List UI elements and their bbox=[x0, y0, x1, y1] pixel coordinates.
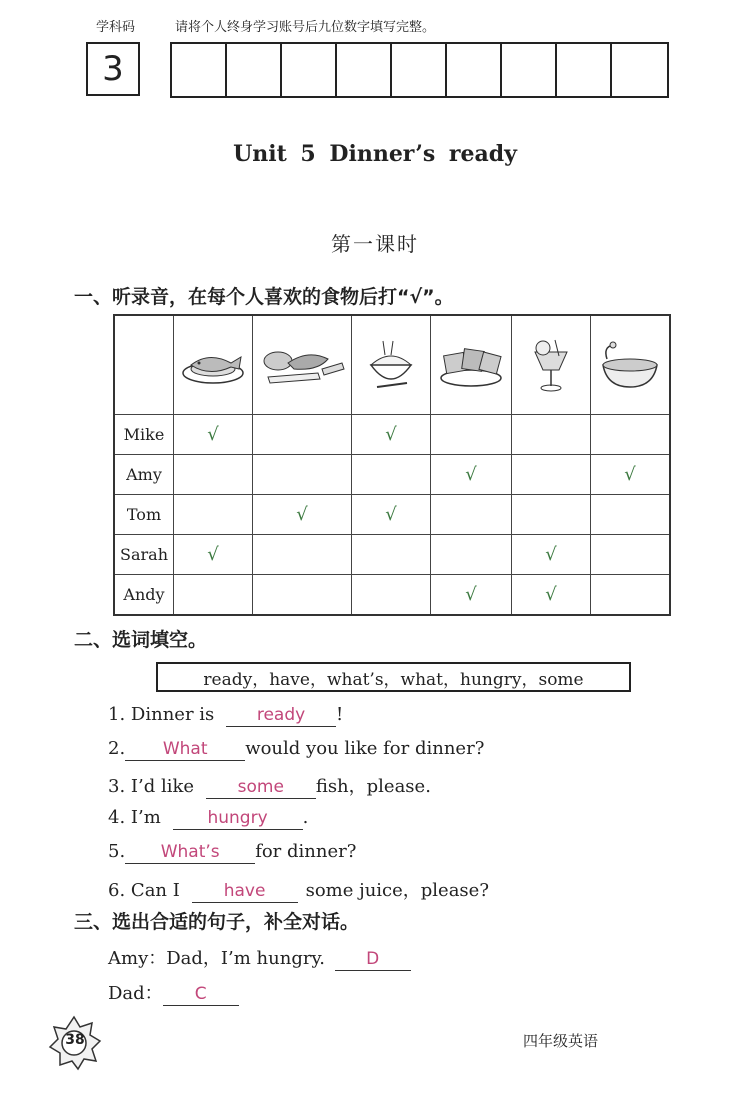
item-text-after: would you like for dinner? bbox=[245, 738, 485, 759]
tick-cell[interactable] bbox=[591, 535, 671, 575]
item-text-before: I’m bbox=[130, 807, 161, 828]
answer-blank[interactable]: some bbox=[206, 776, 316, 799]
item-text-after: some juice，please? bbox=[305, 880, 489, 901]
tick-cell[interactable] bbox=[352, 495, 431, 535]
tick-cell[interactable] bbox=[174, 535, 253, 575]
item-number: 5. bbox=[108, 841, 126, 862]
digit-box[interactable] bbox=[502, 44, 557, 96]
tick-cell[interactable] bbox=[591, 575, 671, 616]
soup-icon bbox=[597, 339, 663, 391]
vegetables-icon bbox=[258, 343, 346, 387]
tick-cell[interactable] bbox=[174, 495, 253, 535]
tick-cell[interactable] bbox=[352, 415, 431, 455]
item-number: 4. bbox=[108, 807, 126, 828]
tick-cell[interactable] bbox=[431, 535, 512, 575]
answer-blank[interactable]: D bbox=[335, 948, 411, 971]
lesson-title: 第一课时 bbox=[331, 232, 419, 256]
section-1-title: 一、听录音，在每个人喜欢的食物后打“√”。 bbox=[74, 286, 454, 308]
food-bread bbox=[431, 315, 512, 415]
tick-mark: √ bbox=[545, 544, 557, 565]
tick-cell[interactable] bbox=[512, 495, 591, 535]
tick-cell[interactable] bbox=[253, 575, 352, 616]
speaker: Amy： bbox=[108, 948, 167, 969]
answer-blank[interactable]: hungry bbox=[173, 807, 303, 830]
exercise-item-5 bbox=[108, 841, 356, 864]
row-name: Sarah bbox=[114, 535, 174, 575]
digit-box[interactable] bbox=[557, 44, 612, 96]
tick-cell[interactable] bbox=[512, 415, 591, 455]
tick-cell[interactable] bbox=[174, 575, 253, 616]
food-fish-plate bbox=[174, 315, 253, 415]
tick-cell[interactable] bbox=[352, 455, 431, 495]
tick-cell[interactable] bbox=[431, 575, 512, 616]
item-text-before: Can I bbox=[130, 880, 180, 901]
tick-cell[interactable] bbox=[512, 535, 591, 575]
food-soup bbox=[591, 315, 671, 415]
account-hint: 请将个人终身学习账号后九位数字填写完整。 bbox=[175, 20, 436, 35]
subject-code-label: 学科码 bbox=[96, 20, 136, 35]
tick-cell[interactable] bbox=[591, 415, 671, 455]
tick-mark: √ bbox=[207, 424, 219, 445]
digit-box[interactable] bbox=[447, 44, 502, 96]
answer-blank[interactable]: C bbox=[163, 983, 239, 1006]
food-rice-bowl bbox=[352, 315, 431, 415]
bread-icon bbox=[437, 340, 505, 390]
answer-blank[interactable]: ready bbox=[226, 704, 336, 727]
exercise-item-2 bbox=[108, 738, 484, 761]
speaker: Dad： bbox=[108, 983, 163, 1004]
tick-cell[interactable] bbox=[591, 455, 671, 495]
answer-blank[interactable]: What’s bbox=[125, 841, 255, 864]
digit-box[interactable] bbox=[392, 44, 447, 96]
digit-box[interactable] bbox=[282, 44, 337, 96]
dialogue-line-1 bbox=[108, 944, 411, 971]
tick-mark: √ bbox=[385, 504, 397, 525]
section-3-title: 三、选出合适的句子，补全对话。 bbox=[74, 911, 360, 933]
tick-cell[interactable] bbox=[253, 535, 352, 575]
exercise-item-1 bbox=[108, 704, 343, 727]
dialogue-text: Dad，I’m hungry. bbox=[166, 948, 325, 969]
item-text-after: for dinner? bbox=[255, 841, 357, 862]
tick-mark: √ bbox=[545, 584, 557, 605]
tick-mark: √ bbox=[624, 464, 636, 485]
answer-blank[interactable]: What bbox=[125, 738, 245, 761]
rice-bowl-icon bbox=[363, 337, 419, 393]
tick-cell[interactable] bbox=[512, 455, 591, 495]
word-bank: ready，have，what’s，what，hungry，some bbox=[156, 662, 631, 692]
fish-plate-icon bbox=[179, 343, 247, 387]
food-juice bbox=[512, 315, 591, 415]
exercise-item-4 bbox=[108, 807, 308, 830]
tick-cell[interactable] bbox=[431, 495, 512, 535]
tick-cell[interactable] bbox=[352, 575, 431, 616]
food-preference-table bbox=[113, 314, 671, 616]
item-number: 2. bbox=[108, 738, 126, 759]
account-digit-boxes bbox=[170, 42, 669, 98]
answer-blank[interactable]: have bbox=[192, 880, 298, 903]
tick-cell[interactable] bbox=[352, 535, 431, 575]
digit-box[interactable] bbox=[337, 44, 392, 96]
item-text-before: Dinner is bbox=[130, 704, 215, 725]
item-text-after: . bbox=[302, 807, 309, 828]
dialogue-line-2 bbox=[108, 979, 239, 1006]
tick-cell[interactable] bbox=[253, 495, 352, 535]
row-name: Amy bbox=[114, 455, 174, 495]
digit-box[interactable] bbox=[612, 44, 667, 96]
unit-title: Unit 5 Dinner’s ready bbox=[233, 141, 517, 167]
exercise-item-6 bbox=[108, 876, 489, 903]
exercise-item-3 bbox=[108, 772, 431, 799]
food-vegetables bbox=[253, 315, 352, 415]
item-number: 6. bbox=[108, 880, 126, 901]
item-number: 1. bbox=[108, 704, 126, 725]
tick-cell[interactable] bbox=[591, 495, 671, 535]
tick-cell[interactable] bbox=[253, 415, 352, 455]
item-number: 3. bbox=[108, 776, 126, 797]
subject-code-box: 3 bbox=[86, 42, 140, 96]
row-name: Andy bbox=[114, 575, 174, 616]
tick-cell[interactable] bbox=[174, 455, 253, 495]
tick-mark: √ bbox=[465, 584, 477, 605]
item-text-before: I’d like bbox=[130, 776, 195, 797]
corner-cell bbox=[114, 315, 174, 415]
tick-mark: √ bbox=[296, 504, 308, 525]
tick-mark: √ bbox=[465, 464, 477, 485]
row-name: Tom bbox=[114, 495, 174, 535]
page-number: 38 bbox=[65, 1032, 85, 1048]
tick-cell[interactable] bbox=[174, 415, 253, 455]
tick-cell[interactable] bbox=[512, 575, 591, 616]
grade-label: 四年级英语 bbox=[523, 1032, 599, 1050]
digit-box[interactable] bbox=[227, 44, 282, 96]
row-name: Mike bbox=[114, 415, 174, 455]
tick-cell[interactable] bbox=[431, 415, 512, 455]
item-text-after: fish，please. bbox=[315, 776, 431, 797]
tick-cell[interactable] bbox=[253, 455, 352, 495]
tick-mark: √ bbox=[385, 424, 397, 445]
section-2-title: 二、选词填空。 bbox=[74, 629, 208, 651]
juice-icon bbox=[529, 336, 573, 394]
tick-cell[interactable] bbox=[431, 455, 512, 495]
digit-box[interactable] bbox=[172, 44, 227, 96]
item-text-after: ! bbox=[336, 704, 344, 725]
tick-mark: √ bbox=[207, 544, 219, 565]
